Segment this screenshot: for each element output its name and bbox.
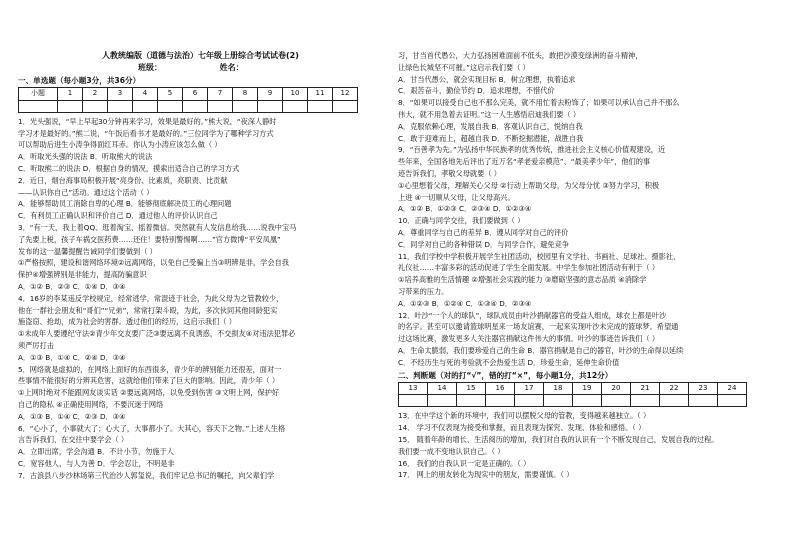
answer-cell[interactable] <box>83 100 108 112</box>
question-line: ①未成年人要遵纪守法②青少年交友要广泛③要远离不良诱惑，不交损友④对违法犯罪必 <box>18 329 296 339</box>
answer-grid-mc <box>18 87 358 113</box>
question-line: 了先要上税，孩子车祸交医药费……还住！要特别警惕啊……”官方微博“平安凤凰” <box>18 234 281 244</box>
exam-title: 人教统编版（道德与法治）七年级上册综合考试试卷(2) <box>102 51 299 60</box>
question-line: C．艰苦奋斗，勤俭节约 D．追求理想，不惜代价 <box>398 86 555 96</box>
question-line: 言告诉我们，在交往中要学会（ ） <box>18 435 129 445</box>
question-line: 上进 ④一切顺从父母，让父母高兴。 <box>398 192 515 202</box>
answer-cell[interactable] <box>689 395 718 407</box>
question-line: 8．“如果可以接受自己也不那么完美，就不用忙着去粉饰了；如果可以承认自己并不那么 <box>398 98 680 108</box>
right-questions <box>398 50 770 369</box>
answer-grid-tf <box>398 382 747 408</box>
answer-cell[interactable] <box>486 395 515 407</box>
section1-heading: 一、单选题（每小题3分，共36分） <box>18 76 141 85</box>
question-line: 5．网络就是虚拟的，在网络上面好的东西很多，青少年的辨别能力还很差，面对一 <box>18 364 282 374</box>
question-line: C．听取熊二的说法 D．根据自身的情况，摸索出适合自己的学习方式 <box>18 163 240 173</box>
question-line: 些年来，全国各地先后评出了近万名“孝老爱亲模范”、“最美孝少年”，他们的事 <box>398 157 651 167</box>
question-line: 我们要一成不变地认识自己。（ ） <box>398 446 505 456</box>
answer-cell[interactable] <box>258 100 283 112</box>
question-line: 保护④增强辨别是非能力，提高防骗意识 <box>18 270 147 280</box>
grid-number-cell: 7 <box>208 88 233 101</box>
answer-cell[interactable] <box>183 100 208 112</box>
question-line: 14． 学习不仅表现为接受和掌握，而且表现为探究、发现、体验和感悟。（ ） <box>398 423 646 433</box>
answer-cell[interactable] <box>208 100 233 112</box>
answer-cell[interactable] <box>660 395 689 407</box>
grid-number-cell: 5 <box>158 88 183 101</box>
question-line: C．同学对自己的各种错误 D．与同学合作，避免竞争 <box>398 239 569 249</box>
question-line: 让绿色长城坚不可摧。”这启示我们要（ ） <box>398 62 530 72</box>
question-line: 些事情不能很好的分辨其危害，这就给他们带来了巨大的影响。因此，青少年（ ） <box>18 376 280 386</box>
grid-number-cell: 12 <box>333 88 358 101</box>
question-line: A．立即出席，学会沟通 B．不计小节，勿施于人 <box>18 447 174 457</box>
question-line: A．能够帮助员工消除自卑的心理 B．能够彻底解决员工的心理问题 <box>18 199 232 209</box>
answer-cell[interactable] <box>108 100 133 112</box>
grid-number-cell: 10 <box>283 88 308 101</box>
question-line: A．生命太脆弱，我们要珍爱自己的生命 B．器官捐献是自己的器官，叶沙的生命得以延续 <box>398 345 684 355</box>
question-line: 10．正确与同学交往，我们要做到（ ） <box>398 216 525 226</box>
answer-cell[interactable] <box>233 100 258 112</box>
question-line: 9．“百善孝为先。”为弘扬中华民族孝的优秀传统，推进社会主义核心价值观建设，近 <box>398 145 666 155</box>
grid-number-cell: 20 <box>602 382 631 395</box>
question-line: 习带来的压力。 <box>398 286 449 296</box>
question-line: 他在一群社会朋友和“哥们”“兄弟”，常常打架斗殴，为此，多次伙同其他同龄犯实 <box>18 305 278 315</box>
answer-cell[interactable] <box>602 395 631 407</box>
question-line: A．①③ B．①④ C．②④ D．③④ <box>18 352 126 362</box>
answer-cell[interactable] <box>158 100 183 112</box>
grid-number-cell: 17 <box>515 382 544 395</box>
question-line: 的名字。甚至可以邀请篮球明星来一场友谊赛，一起来实现叶沙未完成的篮球梦。希望通 <box>398 322 679 332</box>
question-line: C．有利员工正确认识和评价自己 D．通过他人的评价认识自己 <box>18 211 218 221</box>
answer-cell[interactable] <box>631 395 660 407</box>
grid-number-cell: 24 <box>718 382 747 395</box>
question-line: 可以帮助后进生小涛争得面红耳赤。你认为小涛应该怎么做（ ） <box>18 140 222 150</box>
answer-cell[interactable] <box>544 395 573 407</box>
question-line: 15． 随着年龄的增长、生活阅历的增加，我们对自我的认识有一个不断发现自己，发展自我的过程。 <box>398 434 719 444</box>
question-line: A．克服依赖心理，发展自我 B．客观认识自己，悦纳自我 <box>398 121 583 131</box>
question-line: A．听取光头强的说法 B．听取熊大的说法 <box>18 152 153 162</box>
grid-number-cell: 8 <box>233 88 258 101</box>
question-line: ——认识你自己”活动。通过这个活动（ ） <box>18 187 154 197</box>
judgement-questions <box>398 410 770 481</box>
grid-number-cell: 11 <box>308 88 333 101</box>
student-info <box>138 62 390 74</box>
answer-cell[interactable] <box>58 100 83 112</box>
answer-grid-number-row <box>19 88 358 101</box>
answer-cell[interactable] <box>428 395 457 407</box>
question-line: 施盗窃、抢劫，成为社会的害群。透过他们的经历，这启示我们（ ） <box>18 317 236 327</box>
question-line: A．甘当代愚公，就会实现目标 B．树立理想，执着追求 <box>398 74 576 84</box>
answer-cell[interactable] <box>573 395 602 407</box>
question-line: 7．古浪县八步沙林场第三代治沙人郭玺说，我们牢记总书记的嘱托，向父辈们学 <box>18 470 275 480</box>
question-line: 自己的隐私 ④正确使用网络，不要沉迷于网络 <box>18 399 164 409</box>
question-line: A．①② B．①②③ C．②③④ D．①②③④ <box>398 204 532 214</box>
grid-number-cell: 18 <box>544 382 573 395</box>
question-line: A．①② B．②③ C．①④ D．③④ <box>18 281 126 291</box>
section2-heading: 二、判断题（对的打“√”，错的打“×”，每小题1分，共12分） <box>398 370 613 380</box>
right-column <box>398 50 770 481</box>
answer-cell[interactable] <box>333 100 358 112</box>
answer-cell[interactable] <box>19 100 58 112</box>
question-line: C．不经历生与死的考验就不会热爱生活 D．珍爱生命，延伸生命价值 <box>398 357 620 367</box>
left-questions <box>18 116 390 482</box>
question-line: 习，甘当首代愚公，大力弘扬困难面前不低头，敢把沙漠变绿洲的奋斗精神， <box>398 51 643 60</box>
answer-cell[interactable] <box>308 100 333 112</box>
question-line: ①严格按照，建设和谐网络环境②远离网络，以免自己受骗上当③明辨是非，学会自我 <box>18 258 289 268</box>
answer-cell[interactable] <box>283 100 308 112</box>
question-line: C．宽容他人，与人为善 D．学会忍让，不明是非 <box>18 458 175 468</box>
grid-number-cell: 2 <box>83 88 108 101</box>
grid-number-cell: 3 <box>108 88 133 101</box>
question-line: 12．叶沙“一个人的球队”，球队成员由叶沙捐献器官的受益人组成，球衣上都是叶沙 <box>398 310 667 320</box>
answer-cell[interactable] <box>133 100 158 112</box>
answer-cell[interactable] <box>399 395 428 407</box>
question-line: 1．光头强说，“早上早起30分钟再来学习，效果是最好的。”熊大说，“夜深人静时 <box>18 116 277 126</box>
left-column <box>18 50 390 482</box>
question-line: C．敢于迎难而上，超越自我 D．不断挖掘潜能，战胜自我 <box>398 133 584 143</box>
question-line: 发布的这一温馨提醒告诫同学们要做到（ ） <box>18 246 157 256</box>
question-line: 13．在中学这个新的环境中，我们可以摆脱父母的管教，变得越来越独立。（ ） <box>398 411 651 421</box>
grid-number-cell: 19 <box>573 382 602 395</box>
class-label: 班级： <box>138 63 162 72</box>
answer-cell[interactable] <box>515 395 544 407</box>
question-line: 16． 我们的自我认识一定是正确的。（ ） <box>398 458 531 468</box>
question-line: 须严厉打击 <box>18 340 54 350</box>
question-line: 11．我们学校中学积极开展学生社团活动，校园里有文学社、书画社、足球社、摄影社、 <box>398 251 681 261</box>
grid-number-cell: 23 <box>689 382 718 395</box>
question-line: ①心里想着父母，理解关心父母 ②行动上帮助父母，为父母分忧 ③努力学习，积极 <box>398 180 660 190</box>
tf-grid-blank-row <box>399 395 747 407</box>
grid-number-cell: 1 <box>58 88 83 101</box>
question-line: A．①③ B．①④ C．②③ D．③④ <box>18 411 126 421</box>
question-line: 迹告诉我们，孝敬父母就要（ ） <box>398 168 501 178</box>
grid-number-cell: 21 <box>631 382 660 395</box>
name-label: 姓名： <box>219 63 244 72</box>
grid-number-cell: 6 <box>183 88 208 101</box>
grid-label-cell: 小题 <box>19 88 58 101</box>
question-line: 6．“心小了，小事就大了；心大了，大事都小了。大其心，容天下之物。”上述人生格 <box>18 423 286 433</box>
question-line: 学习才是最好的。”熊二说，“午饭后看书才是最好的。”三位同学为了哪种学习方式 <box>18 128 274 138</box>
grid-number-cell: 13 <box>399 382 428 395</box>
question-line: ①培养高雅的生活情趣 ②增强社会实践的能力 ③磨砺坚强的意志品质 ④消除学 <box>398 275 647 285</box>
grid-number-cell: 14 <box>428 382 457 395</box>
question-line: 4．16岁的李某违反学校规定，经常逃学，常混迹于社会，为此父母为之管教较少， <box>18 293 284 303</box>
question-line: A．尊重同学与自己的差异 B．遵从同学对自己的评价 <box>398 227 569 237</box>
answer-cell[interactable] <box>718 395 747 407</box>
question-line: 礼仪社……丰富多彩的活动促进了学生全面发展。中学生参加社团活动有利于（ ） <box>398 263 660 273</box>
question-line: ①上网时绝对不能跟网友谈实话 ②要远离网络，以免受到伤害 ③文明上网，保护好 <box>18 388 280 398</box>
grid-number-cell: 9 <box>258 88 283 101</box>
grid-number-cell: 22 <box>660 382 689 395</box>
answer-cell[interactable] <box>457 395 486 407</box>
tf-grid-number-row <box>399 382 747 395</box>
question-line: 2．近日，烟台海事局积极开展“亮身份、比素质，亮职责、比贡献 <box>18 175 228 185</box>
question-line: A．①②③ B．①②④ C．①③④ D．②③④ <box>398 298 532 308</box>
question-line: 过这场比赛，激发更多人关注器官捐献这件伟大的事情。叶沙的事迹告诉我们（ ） <box>398 334 660 344</box>
grid-number-cell: 16 <box>486 382 515 395</box>
answer-grid-blank-row <box>19 100 358 112</box>
question-line: 伟大，就不用急着去证明。”这一人生感悟启迪我们要（ ） <box>398 109 581 119</box>
grid-number-cell: 4 <box>133 88 158 101</box>
grid-number-cell: 15 <box>457 382 486 395</box>
question-line: 3．“有一天，我上着QQ、逛着淘宝、摇着微信。突然就有人发信息给我……说我中宝马 <box>18 222 297 232</box>
question-line: 17． 网上的朋友转化为现实中的朋友，需要谨慎。（ ） <box>398 470 574 480</box>
